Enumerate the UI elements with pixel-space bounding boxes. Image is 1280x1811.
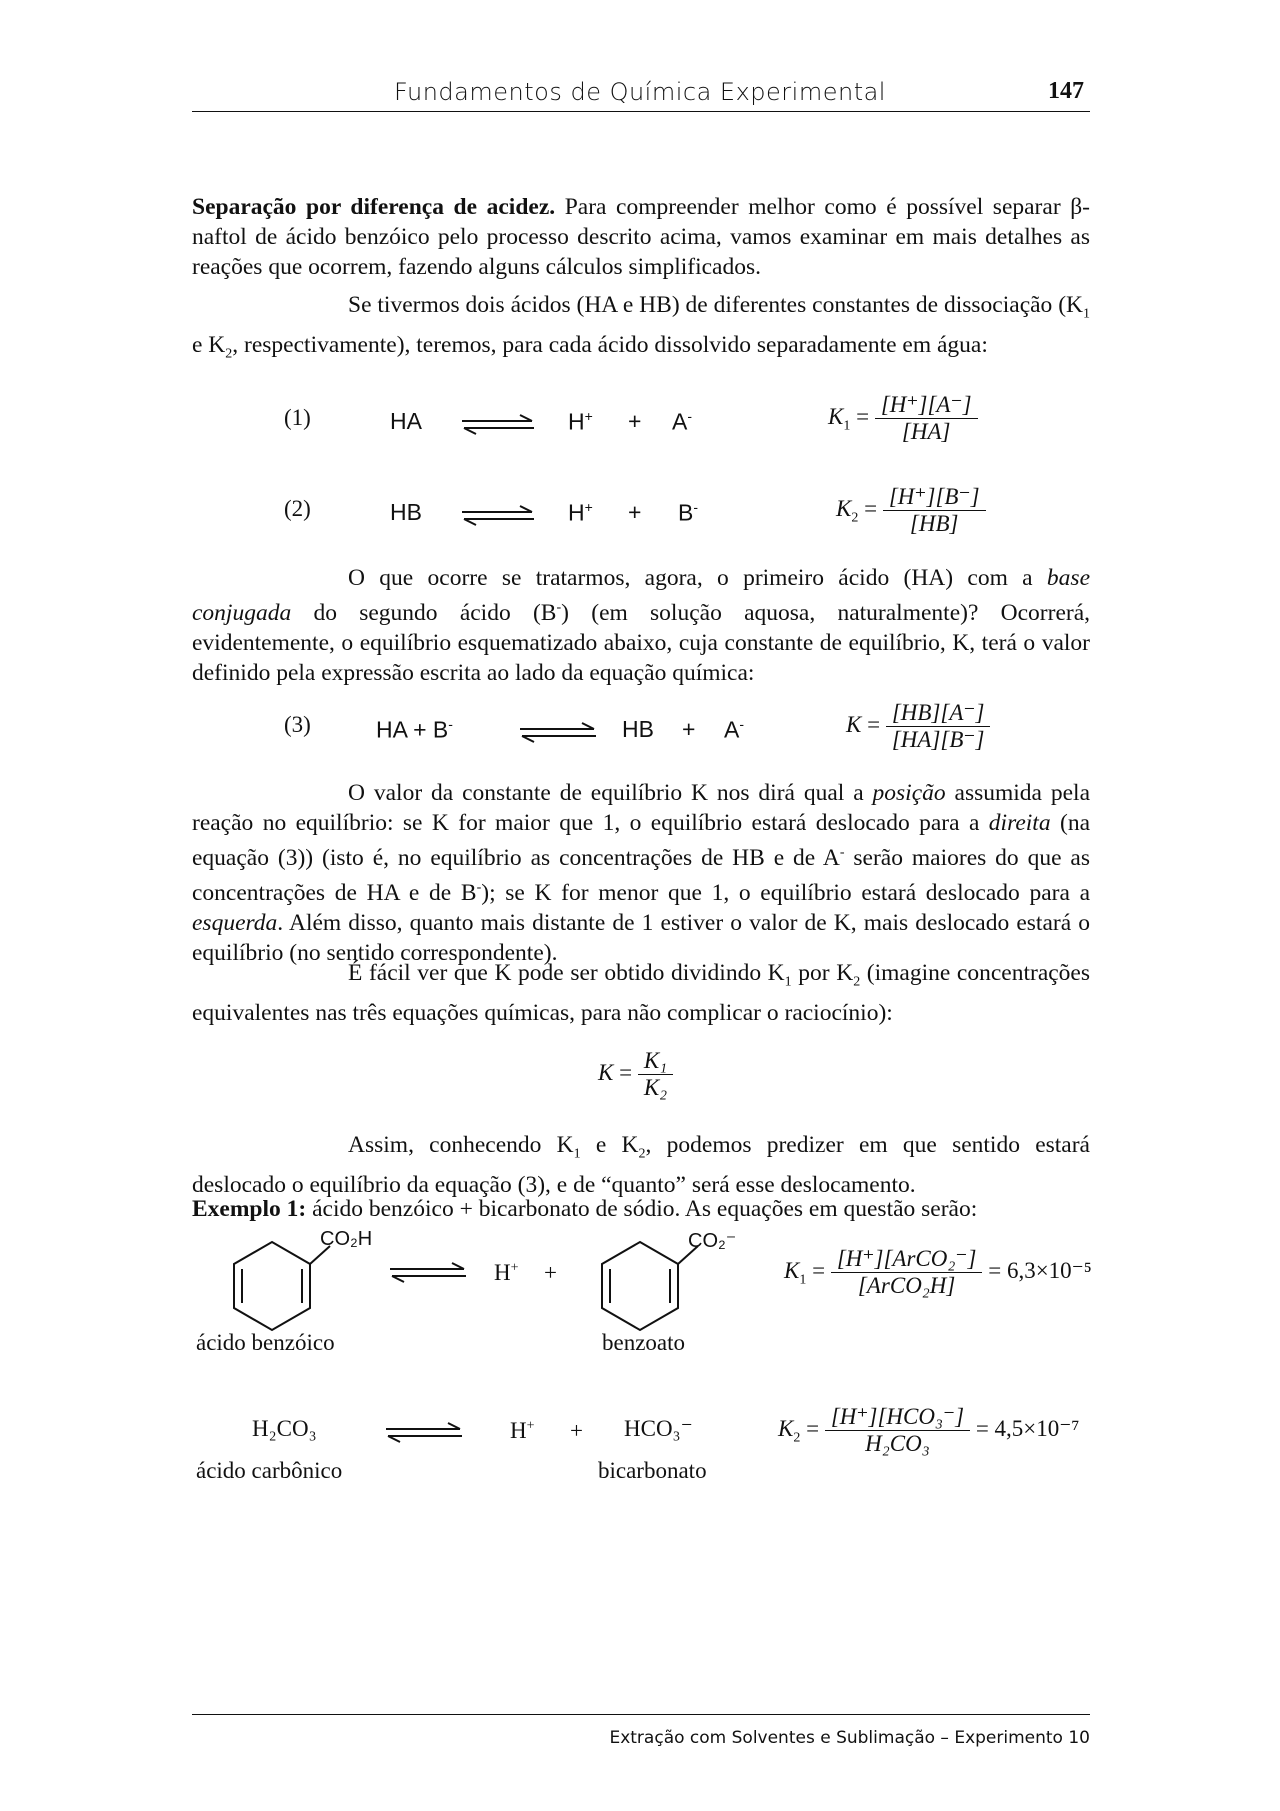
eq2-anion: B- [678,499,699,526]
rx2-plus: + [570,1418,583,1443]
label-benzoic-acid: ácido benzóico [196,1330,335,1355]
eq2-plus: + [628,499,642,525]
paragraph-k-division: É fácil ver que K pode ser obtido dividindo $K_1$ por $K_2$ (imagine concentrações equivalentes nas três equações químicas, para não complicar o raciocínio): [192,960,1091,1026]
eq3-plus: + [682,716,696,742]
eq3-product-hb: HB [622,716,654,742]
eq1-proton: H+ [568,408,593,435]
rx2-k-expression: $K_2$ = $\frac{\text{[H⁺][HCO₃⁻]}}{\text{H₂CO₃}}$ = 4,5×10⁻⁷ [778,1404,1080,1456]
eq3-reactants: HA + B- [376,716,453,743]
carboxylate-group-label: CO₂⁻ [688,1230,737,1252]
paragraph-equilibrium-position: O valor da constante de equilíbrio K nos dirá qual a posição assumida pela reação no equilíbrio: se K for maior que 1, o equilíbrio estará deslocado para a direita (na equação (3)) (isto é, no equilíbrio as concentrações de HB e de A- serão maiores do que as concentrações de HA e de B-); se K for menor que 1, o equilíbrio estará deslocado para a esquerda. Além disso, quanto mais distante de 1 estiver o valor de K, mais deslocado estará o equilíbrio (no sentido correspondente). [192,780,1091,966]
footer-rule [192,1714,1090,1715]
rx2-proton: H+ [510,1418,535,1443]
equilibrium-arrow-icon [460,505,536,527]
paragraph-conjugate-base: O que ocorre se tratarmos, agora, o primeiro ácido (HA) com a base conjugada do segundo ácido (B-) (em solução aquosa, naturalmente)? Ocorrerá, evidentemente, o equilíbrio esquematizado abaixo, cuja constante de equilíbrio, K, terá o valor definido pela expressão escrita ao lado da equação química: [192,565,1091,686]
benzene-ring-icon [222,1236,332,1340]
rx1-k-expression: $K_1$ = $\frac{\text{[H⁺][ArCO₂⁻]}}{\text{[ArCO₂H]}}$ = 6,3×10⁻⁵ [784,1246,1092,1298]
equilibrium-arrow-icon [460,414,536,436]
label-bicarbonate: bicarbonato [598,1458,707,1483]
eq1-plus: + [628,408,642,434]
eq2-proton: H+ [568,499,593,526]
equation-2-number: (2) [284,496,311,521]
equation-1-number: (1) [284,405,311,430]
running-header-title: Fundamentos de Química Experimental [394,78,886,106]
equilibrium-arrow-icon [384,1422,464,1444]
eq2-reactant: HB [390,499,422,525]
header-rule [192,111,1090,112]
equilibrium-arrow-icon [388,1262,468,1284]
eq1-anion: A- [672,408,693,435]
label-carbonic-acid: ácido carbônico [196,1458,343,1483]
running-footer: Extração com Solventes e Sublimação – Experimento 10 [609,1728,1090,1748]
example-1-line: Exemplo 1: ácido benzóico + bicarbonato de sódio. As equações em questão serão: [192,1196,978,1222]
paragraph-prediction: Assim, conhecendo $K_1$ e $K_2$, podemos predizer em que sentido estará deslocado o equilíbrio da equação (3), e de “quanto” será esse deslocamento. [192,1132,1090,1198]
eq3-k-expression: K = $\frac{[HB][A^-]}{[HA][B^-]}$ [846,700,990,753]
eq2-k-expression: $K_2$ = $\frac{[H^+][B^-]}{[HB]}$ [836,484,986,537]
rx1-plus: + [544,1260,557,1285]
label-benzoate: benzoato [602,1330,686,1355]
carboxyl-group-label: CO₂H [320,1228,373,1250]
bicarbonate-formula: HCO₃⁻ [624,1416,693,1441]
eq3-product-a: A- [724,716,745,743]
paragraph-intro: Separação por diferença de acidez. Para compreender melhor como é possível separar β-naftol de ácido benzóico pelo processo descrito acima, vamos examinar em mais detalhes as reações que ocorrem, fazendo alguns cálculos simplificados. [192,194,1091,280]
equilibrium-arrow-icon [518,722,598,744]
benzene-ring-icon [590,1236,700,1340]
page-number: 147 [1048,78,1084,104]
equation-3-number: (3) [284,712,311,737]
paragraph-two-acids: Se tivermos dois ácidos (HA e HB) de diferentes constantes de dissociação ($K_1$ e $K_2$, respectivamente), teremos, para cada ácido dissolvido separadamente em água: [192,292,1090,362]
carbonic-acid-formula: H₂CO₃ [252,1416,317,1441]
rx1-proton: H+ [494,1260,519,1285]
section-heading: Separação por diferença de acidez. [192,194,556,220]
k-ratio-formula: K = $\frac{\text{K₁}}{\text{K₂}}$ [598,1048,673,1101]
eq1-reactant: HA [390,408,422,434]
eq1-k-expression: $K_1$ = $\frac{[H^+][A^-]}{[HA]}$ [828,392,978,445]
